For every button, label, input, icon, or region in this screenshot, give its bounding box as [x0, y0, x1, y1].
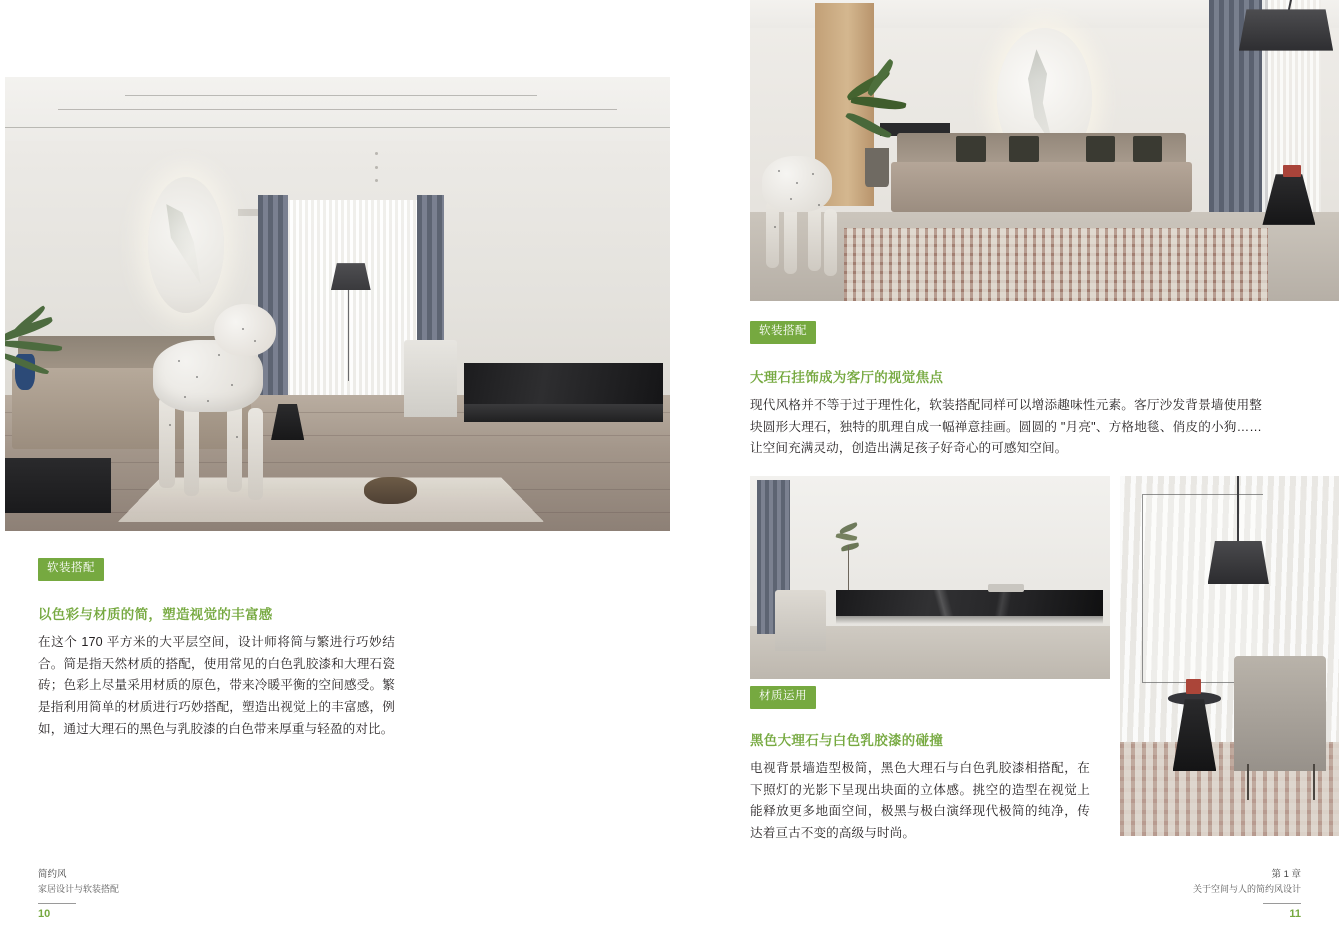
left-section-heading: 以色彩与材质的简，塑造视觉的丰富感: [38, 607, 273, 622]
left-footer-title: 简约风: [38, 869, 67, 881]
tag-soft-furnishing-left: 软装搭配: [38, 558, 104, 581]
indoor-tree: [833, 525, 865, 594]
left-footer: [38, 868, 338, 896]
right-section1-body: 现代风格并不等于过于理性化，软装搭配同样可以增添趣味性元素。客厅沙发背景墙使用整块圆形大理石，独特的肌理自成一幅禅意挂画。圆圆的 "月亮"、方格地毯、俏皮的小狗……让空间充满灵动，创造出满足孩子好奇心的可感知空间。: [750, 398, 1262, 456]
terrazzo-dog-sculpture-right: [756, 143, 856, 282]
plant-decor: [5, 318, 78, 391]
terrazzo-dog-sculpture: [138, 304, 291, 504]
left-section-body: 在这个 170 平方米的大平层空间，设计师将简与繁进行巧妙结合。简是指天然材质的搭配，使用常见的白色乳胶漆和大理石瓷砖；色彩上尽量采用材质的原色，带来冷暖平衡的空间感受。繁是指利用简单的材质进行巧妙搭配，塑造出视觉上的丰富感，例如，通过大理石的黑色与乳胶漆的白色带来厚重与轻盈的对比。: [38, 635, 395, 736]
left-footer-rule: [38, 903, 76, 904]
living-room-moon-wall-photo: [750, 0, 1339, 301]
large-living-room-photo: [5, 77, 670, 531]
right-section1-heading: 大理石挂饰成为客厅的视觉焦点: [750, 370, 944, 385]
right-page-number: 11: [1289, 908, 1301, 920]
right-page: [670, 0, 1339, 926]
right-footer-rule: [1263, 903, 1301, 904]
black-marble-console-photo: [750, 476, 1110, 679]
right-footer-title: 第 1 章: [1271, 869, 1301, 881]
right-section2-body: 电视背景墙造型极简，黑色大理石与白色乳胶漆相搭配，在下照灯的光影下呈现出块面的立体感。挑空的造型在视觉上能释放更多地面空间，极黑与极白演绎现代极简的纯净，传达着亘古不变的高级与时尚。: [750, 761, 1090, 840]
right-footer-subtitle: 关于空间与人的简约风设计: [1192, 883, 1301, 894]
tag-material-application: 材质运用: [750, 686, 816, 709]
right-section2-heading: 黑色大理石与白色乳胶漆的碰撞: [750, 733, 944, 748]
left-footer-subtitle: 家居设计与软装搭配: [38, 883, 120, 894]
left-page-number: 10: [38, 908, 51, 920]
right-footer: [981, 868, 1301, 896]
sheer-curtain-lamp-photo: [1120, 476, 1339, 836]
tag-soft-furnishing-right: 软装搭配: [750, 321, 816, 344]
